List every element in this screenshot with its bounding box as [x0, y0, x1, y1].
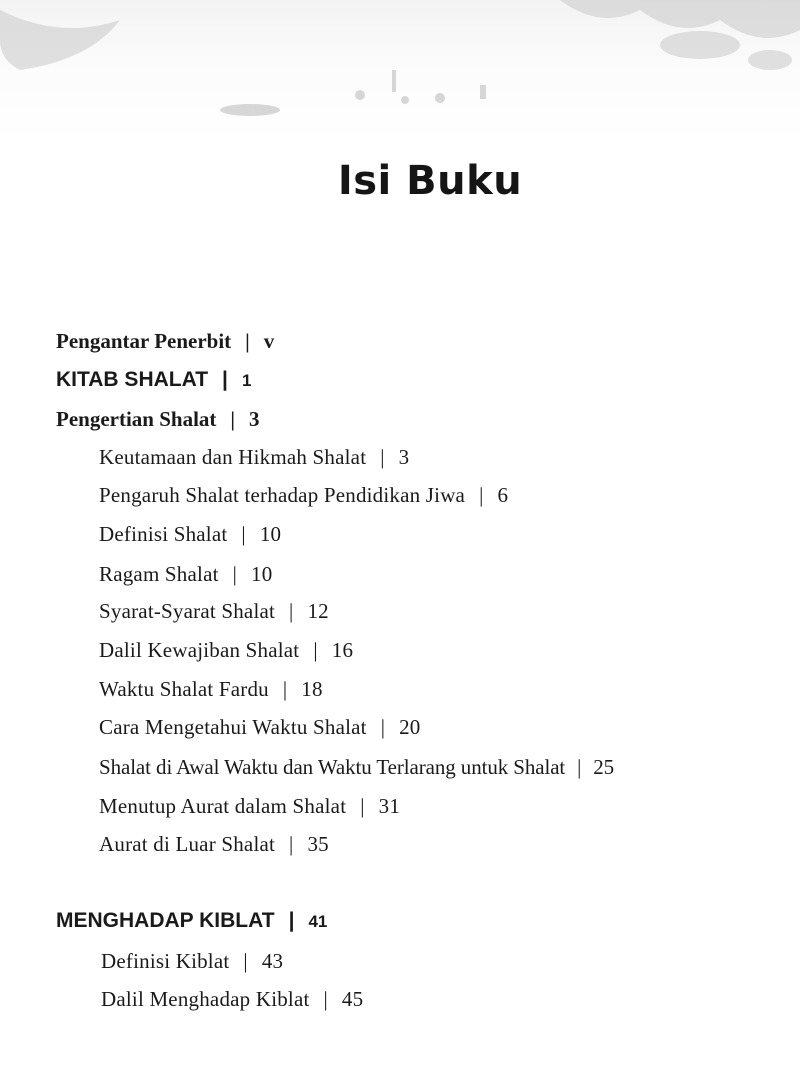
toc-separator: | — [577, 755, 582, 779]
toc-page-number: 20 — [399, 715, 421, 739]
toc-entry — [99, 754, 614, 780]
toc-entry-title: Dalil Kewajiban Shalat — [99, 638, 300, 662]
toc-separator: | — [380, 445, 385, 469]
toc-separator: | — [245, 329, 250, 353]
toc-separator: | — [282, 677, 288, 701]
toc-page-number: 35 — [307, 832, 329, 856]
toc-page-number: 16 — [331, 638, 354, 662]
toc-entry-title: Pengantar Penerbit — [56, 329, 232, 353]
toc-entry — [101, 948, 283, 974]
toc-page-number: 10 — [259, 522, 282, 546]
toc-entry — [99, 561, 272, 587]
toc-page-number: v — [263, 329, 275, 353]
toc-entry — [99, 444, 409, 470]
toc-page-number: 18 — [301, 677, 323, 701]
toc-entry-title: Pengaruh Shalat terhadap Pendidikan Jiwa — [99, 483, 466, 507]
toc-entry-title: Syarat-Syarat Shalat — [99, 599, 276, 623]
toc-separator: | — [380, 715, 386, 739]
toc-entry-title: Keutamaan dan Hikmah Shalat — [99, 445, 367, 469]
toc-page-number: 10 — [251, 562, 273, 586]
toc-entry-title: MENGHADAP KIBLAT — [56, 909, 275, 932]
toc-separator: | — [241, 522, 246, 546]
toc-entry-title: Cara Mengetahui Waktu Shalat — [99, 715, 367, 739]
toc-separator: | — [288, 909, 295, 932]
toc-entry — [99, 676, 323, 702]
toc-separator: | — [360, 794, 365, 818]
toc-entry — [101, 986, 363, 1012]
toc-page-number: 45 — [341, 987, 364, 1011]
toc-entry — [99, 521, 281, 547]
toc-page-number: 6 — [497, 483, 509, 507]
toc-separator: | — [289, 832, 294, 856]
toc-page-number: 3 — [398, 445, 410, 469]
toc-entry-title: Aurat di Luar Shalat — [99, 832, 276, 856]
toc-separator: | — [289, 599, 294, 623]
toc-entry-title: KITAB SHALAT — [56, 368, 209, 391]
toc-separator: | — [232, 562, 238, 586]
toc-entry — [56, 328, 274, 354]
toc-entry-title: Ragam Shalat — [99, 562, 219, 586]
toc-entry-title: Waktu Shalat Fardu — [99, 677, 269, 701]
toc-entry — [99, 831, 329, 857]
toc-entry — [99, 482, 508, 508]
toc-page-number: 3 — [249, 407, 260, 431]
toc-entry — [99, 637, 353, 663]
toc-separator: | — [230, 407, 236, 431]
toc-page-number: 41 — [308, 912, 328, 931]
toc-entry-title: Dalil Menghadap Kiblat — [101, 987, 310, 1011]
toc-entry-title: Definisi Kiblat — [101, 949, 230, 973]
toc-entry — [99, 793, 400, 819]
toc-entry-title: Definisi Shalat — [99, 522, 228, 546]
toc-page-number: 25 — [593, 755, 615, 779]
toc-page-number: 12 — [307, 599, 329, 623]
toc-entry — [99, 598, 329, 624]
toc-entry-title: Pengertian Shalat — [56, 407, 217, 431]
toc-entry-title: Shalat di Awal Waktu dan Waktu Terlarang untuk Shalat — [99, 755, 566, 779]
toc-page-number: 31 — [378, 794, 401, 818]
toc-entry — [56, 908, 327, 935]
toc-separator: | — [479, 483, 484, 507]
toc-separator: | — [323, 987, 328, 1011]
toc-entry — [56, 406, 260, 432]
toc-separator: | — [222, 368, 228, 391]
toc-entry — [99, 714, 421, 740]
toc-page-number: 1 — [241, 371, 252, 390]
page-title: Isi Buku — [337, 158, 523, 204]
toc-separator: | — [243, 949, 248, 973]
toc-page-number: 43 — [261, 949, 284, 973]
toc-entry-title: Menutup Aurat dalam Shalat — [99, 794, 347, 818]
toc-entry — [56, 367, 251, 394]
toc-separator: | — [313, 638, 318, 662]
